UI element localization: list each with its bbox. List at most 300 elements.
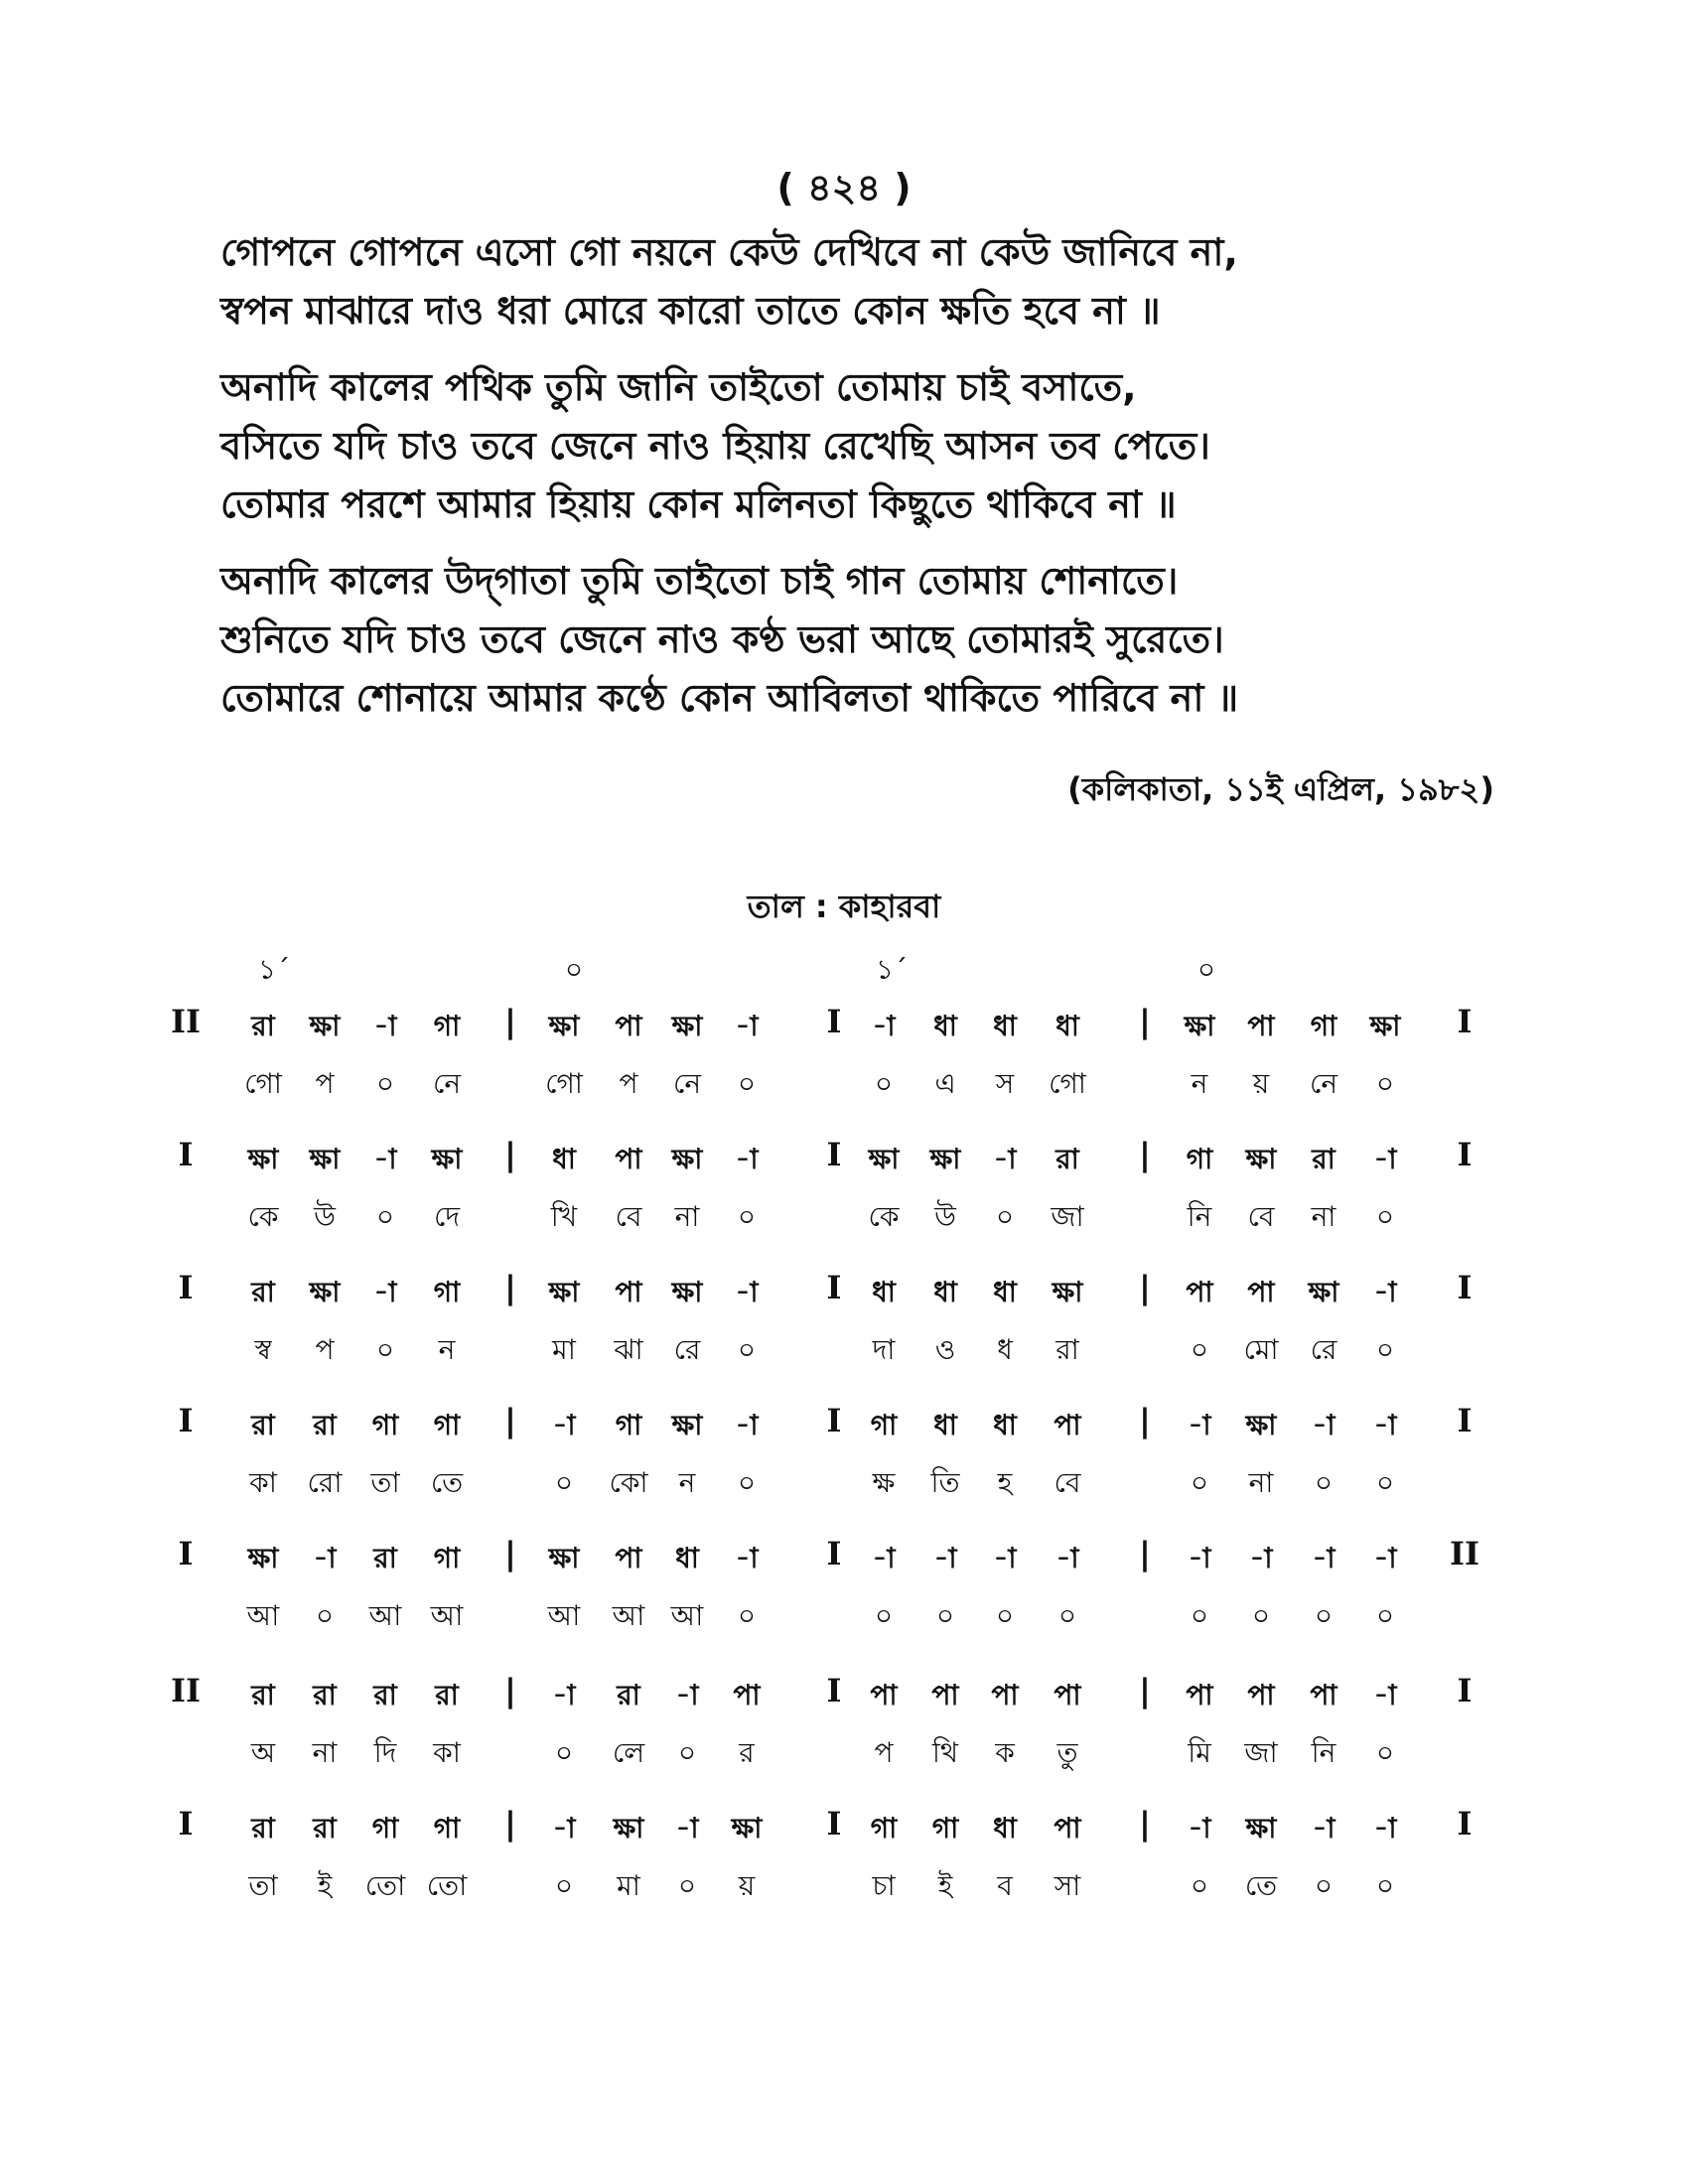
swara-note: -া	[872, 1542, 896, 1574]
lyric-syllable: প	[315, 1333, 335, 1366]
lyric-syllable: কে	[868, 1200, 900, 1233]
bar-line: II	[171, 1003, 201, 1040]
bar-line: I	[1457, 1402, 1473, 1439]
lyric-syllable: আ	[547, 1599, 581, 1632]
bar-line: II	[1450, 1535, 1479, 1572]
swara-note: রা	[251, 1409, 275, 1441]
swara-note: -া	[1312, 1542, 1336, 1574]
lyric-syllable: উ	[314, 1200, 336, 1233]
swara-row	[0, 1672, 1688, 1731]
lyric-syllable: ০	[935, 1599, 955, 1632]
lyric-syllable: ০	[554, 1466, 574, 1499]
swara-note: পা	[1054, 1409, 1081, 1441]
swara-note: ক্ষা	[671, 1409, 703, 1441]
lyric-syllable: জা	[1244, 1736, 1278, 1769]
swara-note: গা	[870, 1812, 898, 1844]
swara-note: গা	[433, 1010, 461, 1042]
swara-note: রা	[313, 1812, 337, 1844]
swara-note: ক্ষা	[309, 1276, 341, 1308]
swara-note: গা	[615, 1409, 642, 1441]
swara-note: ক্ষা	[613, 1812, 644, 1844]
lyric-syllable: ন	[678, 1466, 696, 1499]
swara-note: -া	[1373, 1143, 1397, 1175]
lyric-syllable: তু	[1056, 1736, 1078, 1769]
lyric-syllable: কো	[609, 1466, 648, 1499]
notation-block	[0, 1269, 1688, 1402]
lyric-syllable: ০	[874, 1067, 894, 1100]
swara-note: গা	[433, 1409, 461, 1441]
bar-line: I	[178, 1136, 194, 1173]
swara-note: ধা	[933, 1409, 957, 1441]
swara-note: ক্ষা	[1308, 1276, 1339, 1308]
lyric-syllable: য়	[738, 1869, 756, 1902]
lyric-syllable: ০	[375, 1067, 395, 1100]
swara-note: -া	[1373, 1542, 1397, 1574]
swara-note: রা	[373, 1542, 397, 1574]
lyric-syllable: আ	[612, 1599, 645, 1632]
stanza	[220, 358, 1511, 534]
swara-note: ধা	[872, 1276, 896, 1308]
bar-line: |	[504, 1672, 516, 1709]
swara-note: ধা	[933, 1010, 957, 1042]
lyric-syllable: আ	[430, 1599, 464, 1632]
swara-note: -া	[993, 1542, 1017, 1574]
swara-note: -া	[735, 1010, 759, 1042]
bar-line: |	[1139, 1402, 1151, 1439]
swara-note: পা	[1247, 1679, 1275, 1711]
swara-note: গা	[1186, 1143, 1213, 1175]
bar-line: I	[178, 1805, 194, 1843]
lyric-syllable: ০	[737, 1067, 757, 1100]
lyric-syllable: চা	[872, 1869, 896, 1902]
lyric-syllable: না	[312, 1736, 338, 1769]
swara-note: পা	[1247, 1010, 1275, 1042]
swara-note: রা	[251, 1812, 275, 1844]
lyric-syllable: প	[619, 1067, 638, 1100]
notation-block	[0, 1535, 1688, 1668]
bar-line: I	[178, 1402, 194, 1439]
swara-note: পা	[1186, 1679, 1213, 1711]
bar-line: I	[1457, 1003, 1473, 1040]
notation-block	[0, 1805, 1688, 1938]
swara-note: -া	[933, 1542, 957, 1574]
swara-note: পা	[615, 1542, 642, 1574]
swara-note: ক্ষা	[1184, 1010, 1215, 1042]
lyric-syllable: রো	[307, 1466, 343, 1499]
swara-note: -া	[373, 1276, 397, 1308]
bar-line: |	[1139, 1672, 1151, 1709]
lyric-line: স্বপন মাঝারে দাও ধরা মোরে কারো তাতে কোন ক্ষতি হবে না ॥	[220, 289, 1161, 333]
lyric-line: অনাদি কালের উদ্‌গাতা তুমি তাইতো চাই গান তোমায় শোনাতে।	[220, 559, 1179, 603]
lyric-syllable: বে	[615, 1200, 642, 1233]
swara-note: -া	[1188, 1409, 1211, 1441]
swara-note: ক্ষা	[548, 1542, 580, 1574]
lyric-syllable: ০	[1190, 1599, 1209, 1632]
swara-note: ক্ষা	[309, 1010, 341, 1042]
lyric-syllable: ০	[554, 1869, 574, 1902]
swara-note: রা	[617, 1679, 640, 1711]
lyric-syllable: লে	[612, 1736, 645, 1769]
swara-row	[0, 1402, 1688, 1461]
swara-note: গা	[371, 1409, 399, 1441]
bar-line: |	[1139, 1136, 1151, 1173]
bar-line: |	[1139, 1535, 1151, 1572]
swara-note: ক্ষা	[731, 1812, 763, 1844]
lyric-line: শুনিতে যদি চাও তবে জেনে নাও কণ্ঠ ভরা আছে তোমারই সুরেতে।	[220, 617, 1224, 661]
lyric-syllable: ০	[1314, 1466, 1334, 1499]
bar-line: |	[504, 1535, 516, 1572]
swara-note: -া	[735, 1276, 759, 1308]
lyric-syllable: ক্ষ	[872, 1466, 896, 1499]
lyric-syllable: ০	[1190, 1869, 1209, 1902]
swara-note: -া	[675, 1812, 699, 1844]
swara-note: ধা	[933, 1276, 957, 1308]
lyric-syllable-row	[0, 1060, 1688, 1120]
lyric-syllable: আ	[246, 1599, 280, 1632]
swara-row	[0, 1805, 1688, 1864]
swara-note: ক্ষা	[671, 1276, 703, 1308]
lyric-syllable: বে	[1054, 1466, 1081, 1499]
lyric-syllable: কে	[247, 1200, 279, 1233]
bar-line: I	[178, 1269, 194, 1306]
bar-line: I	[1457, 1136, 1473, 1173]
lyric-syllable: উ	[934, 1200, 956, 1233]
lyric-syllable: ন	[1191, 1067, 1208, 1100]
bar-line: |	[504, 1805, 516, 1843]
lyric-syllable: ০	[1375, 1869, 1395, 1902]
swara-row	[0, 1535, 1688, 1594]
swara-note: ক্ষা	[868, 1143, 900, 1175]
lyric-syllable: ০	[1190, 1333, 1209, 1366]
swara-note: ক্ষা	[247, 1542, 279, 1574]
swara-note: পা	[615, 1010, 642, 1042]
swara-note: ক্ষা	[1245, 1409, 1277, 1441]
notation-block	[0, 1402, 1688, 1535]
place-date: (কলিকাতা, ১১ই এপ্রিল, ১৯৮২)	[1067, 770, 1494, 808]
lyric-syllable: নে	[672, 1067, 702, 1100]
swara-note: পা	[733, 1679, 761, 1711]
lyric-syllable: তি	[930, 1466, 960, 1499]
lyric-line: অনাদি কালের পথিক তুমি জানি তাইতো তোমায় চাই বসাতে,	[220, 365, 1137, 409]
swara-note: গা	[931, 1812, 959, 1844]
swara-note: -া	[1373, 1409, 1397, 1441]
swara-note: গা	[371, 1812, 399, 1844]
swara-note: পা	[1054, 1679, 1081, 1711]
lyric-syllable: তা	[370, 1466, 400, 1499]
lyric-syllable-row	[0, 1459, 1688, 1519]
lyric-syllable: মা	[552, 1333, 576, 1366]
swara-note: -া	[552, 1679, 576, 1711]
swara-note: -া	[552, 1409, 576, 1441]
lyric-syllable-row	[0, 1326, 1688, 1386]
lyric-syllable: র	[739, 1736, 755, 1769]
lyric-syllable: রে	[1310, 1333, 1337, 1366]
bar-line: I	[826, 1003, 842, 1040]
swara-note: ক্ষা	[1245, 1812, 1277, 1844]
bar-line: I	[826, 1136, 842, 1173]
bar-line: |	[504, 1402, 516, 1439]
bar-line: |	[504, 1003, 516, 1040]
lyric-syllable: নে	[1309, 1067, 1338, 1100]
lyric-syllable: দে	[433, 1200, 461, 1233]
beat-mark: ১´	[257, 953, 291, 986]
lyric-syllable: সা	[1054, 1869, 1081, 1902]
bar-line: |	[1139, 1269, 1151, 1306]
swara-note: রা	[251, 1010, 275, 1042]
swara-note: গা	[433, 1276, 461, 1308]
lyric-syllable: কা	[249, 1466, 277, 1499]
swara-note: ধা	[993, 1276, 1017, 1308]
swara-note: ধা	[993, 1812, 1017, 1844]
lyric-syllable: ০	[1314, 1599, 1334, 1632]
lyric-line: বসিতে যদি চাও তবে জেনে নাও হিয়ায় রেখেছি আসন তব পেতে।	[220, 424, 1210, 468]
lyric-syllable: না	[1248, 1466, 1274, 1499]
swara-note: -া	[675, 1679, 699, 1711]
bar-line: I	[826, 1402, 842, 1439]
lyric-syllable: হ	[997, 1466, 1013, 1499]
lyric-syllable: ০	[737, 1200, 757, 1233]
swara-note: পা	[991, 1679, 1019, 1711]
beat-mark: ০	[564, 953, 584, 986]
lyric-syllable: প	[315, 1067, 335, 1100]
swara-note: পা	[1186, 1276, 1213, 1308]
swara-note: ধা	[993, 1409, 1017, 1441]
lyric-syllable: তা	[248, 1869, 278, 1902]
lyric-syllable: না	[674, 1200, 700, 1233]
swara-note: রা	[1312, 1143, 1336, 1175]
lyric-syllable: এ	[934, 1067, 956, 1100]
swara-note: -া	[872, 1010, 896, 1042]
swara-note: পা	[870, 1679, 898, 1711]
bar-line: |	[1139, 1805, 1151, 1843]
lyric-syllable: ০	[315, 1599, 335, 1632]
lyric-syllable: জা	[1051, 1200, 1084, 1233]
lyric-syllable: মা	[617, 1869, 640, 1902]
notation-block	[0, 1136, 1688, 1269]
swara-note: রা	[435, 1679, 459, 1711]
lyric-syllable: প	[874, 1736, 894, 1769]
lyric-syllable: নি	[1187, 1200, 1212, 1233]
lyric-syllable: য়	[1252, 1067, 1270, 1100]
lyric-syllable: নে	[432, 1067, 462, 1100]
lyric-line: তোমার পরশে আমার হিয়ায় কোন মলিনতা কিছুতে থাকিবে না ॥	[220, 482, 1177, 526]
bar-line: I	[178, 1535, 194, 1572]
lyric-syllable-row	[0, 1862, 1688, 1922]
lyric-syllable: ০	[1375, 1599, 1395, 1632]
lyric-syllable: ০	[995, 1599, 1015, 1632]
notation-table	[0, 1003, 1688, 1938]
bar-line: I	[826, 1269, 842, 1306]
bar-line: |	[504, 1269, 516, 1306]
lyric-syllable: স	[995, 1067, 1015, 1100]
lyric-syllable: কা	[433, 1736, 461, 1769]
lyric-syllable: গো	[244, 1067, 282, 1100]
swara-note: ধা	[993, 1010, 1017, 1042]
swara-note: ক্ষা	[671, 1143, 703, 1175]
lyric-syllable: ০	[375, 1333, 395, 1366]
swara-note: গা	[1310, 1010, 1337, 1042]
swara-note: -া	[1188, 1542, 1211, 1574]
swara-note: রা	[373, 1679, 397, 1711]
swara-note: -া	[735, 1143, 759, 1175]
lyric-syllable: বে	[1247, 1200, 1275, 1233]
swara-note: -া	[1373, 1276, 1397, 1308]
tala-heading: তাল : কাহারবা	[747, 887, 941, 925]
swara-note: রা	[251, 1679, 275, 1711]
bar-line: I	[1457, 1269, 1473, 1306]
swara-note: পা	[615, 1276, 642, 1308]
lyric-syllable-row	[0, 1592, 1688, 1652]
lyric-syllable: ০	[1375, 1466, 1395, 1499]
lyric-syllable: ঝা	[614, 1333, 643, 1366]
lyric-syllable: ০	[1314, 1869, 1334, 1902]
lyric-syllable: রে	[673, 1333, 701, 1366]
lyric-syllable-row	[0, 1729, 1688, 1789]
stanza	[220, 223, 1511, 341]
lyric-syllable: ০	[874, 1599, 894, 1632]
swara-note: ক্ষা	[431, 1143, 463, 1175]
swara-row	[0, 1003, 1688, 1062]
lyric-syllable: ০	[1375, 1067, 1395, 1100]
notation-block	[0, 1003, 1688, 1136]
lyric-syllable: ন	[438, 1333, 456, 1366]
lyric-syllable: ই	[317, 1869, 333, 1902]
swara-note: ক্ষা	[309, 1143, 341, 1175]
stanza	[220, 552, 1511, 728]
lyric-syllable: তে	[430, 1466, 464, 1499]
lyric-syllable: স্ব	[254, 1333, 272, 1366]
swara-note: ক্ষা	[1369, 1010, 1401, 1042]
swara-note: -া	[1249, 1542, 1273, 1574]
lyric-syllable: ই	[937, 1869, 953, 1902]
swara-note: পা	[1247, 1276, 1275, 1308]
swara-note: ক্ষা	[671, 1010, 703, 1042]
lyric-syllable: নি	[1311, 1736, 1336, 1769]
swara-note: ধা	[675, 1542, 699, 1574]
swara-note: -া	[1373, 1679, 1397, 1711]
lyric-syllable: তো	[426, 1869, 468, 1902]
lyric-syllable: ০	[677, 1736, 697, 1769]
swara-note: -া	[313, 1542, 337, 1574]
lyric-syllable: ০	[1375, 1200, 1395, 1233]
lyric-syllable: ০	[737, 1333, 757, 1366]
swara-note: -া	[373, 1143, 397, 1175]
bar-line: I	[826, 1672, 842, 1709]
lyric-syllable: ০	[1375, 1333, 1395, 1366]
lyric-syllable-row	[0, 1193, 1688, 1253]
beat-mark: ১´	[875, 953, 909, 986]
swara-note: গা	[433, 1542, 461, 1574]
swara-note: -া	[552, 1812, 576, 1844]
swara-note: পা	[615, 1143, 642, 1175]
lyric-syllable: রা	[1055, 1333, 1079, 1366]
lyric-syllable: ০	[554, 1736, 574, 1769]
lyric-syllable: ০	[1190, 1466, 1209, 1499]
lyric-syllable: ০	[995, 1200, 1015, 1233]
swara-note: রা	[313, 1409, 337, 1441]
swara-note: গা	[433, 1812, 461, 1844]
lyric-syllable: তে	[1244, 1869, 1278, 1902]
swara-row	[0, 1136, 1688, 1195]
swara-note: -া	[735, 1542, 759, 1574]
swara-note: ধা	[1055, 1010, 1079, 1042]
swara-note: ধা	[552, 1143, 576, 1175]
swara-note: -া	[1188, 1812, 1211, 1844]
lyric-syllable: তো	[364, 1869, 406, 1902]
swara-note: পা	[1054, 1812, 1081, 1844]
lyric-syllable: থি	[931, 1736, 959, 1769]
lyric-syllable: ০	[737, 1466, 757, 1499]
bar-line: |	[504, 1136, 516, 1173]
swara-note: -া	[373, 1010, 397, 1042]
swara-note: ক্ষা	[548, 1276, 580, 1308]
song-lyrics	[220, 223, 1511, 746]
notation-block	[0, 1672, 1688, 1805]
swara-note: ক্ষা	[247, 1143, 279, 1175]
swara-note: পা	[1310, 1679, 1337, 1711]
swara-row	[0, 1269, 1688, 1328]
lyric-line: গোপনে গোপনে এসো গো নয়নে কেউ দেখিবে না কেউ জানিবে না,	[220, 230, 1238, 274]
lyric-syllable: ধ	[997, 1333, 1013, 1366]
swara-note: -া	[1055, 1542, 1079, 1574]
lyric-syllable: ও	[934, 1333, 956, 1366]
lyric-syllable: গো	[1049, 1067, 1086, 1100]
beat-marks	[0, 948, 1688, 998]
lyric-syllable: না	[1311, 1200, 1336, 1233]
bar-line: I	[1457, 1805, 1473, 1843]
lyric-syllable: দি	[373, 1736, 397, 1769]
swara-note: রা	[1055, 1143, 1079, 1175]
swara-note: -া	[1373, 1812, 1397, 1844]
bar-line: II	[171, 1672, 201, 1709]
page-number: ( ৪২৪ )	[776, 166, 912, 209]
bar-line: I	[826, 1805, 842, 1843]
swara-note: গা	[870, 1409, 898, 1441]
lyric-syllable: ০	[677, 1869, 697, 1902]
lyric-line: তোমারে শোনায়ে আমার কণ্ঠে কোন আবিলতা থাকিতে পারিবে না ॥	[220, 676, 1239, 720]
beat-mark: ০	[1196, 953, 1216, 986]
lyric-syllable: ০	[1251, 1599, 1271, 1632]
swara-note: -া	[993, 1143, 1017, 1175]
lyric-syllable: ০	[1375, 1736, 1395, 1769]
swara-note: ক্ষা	[1052, 1276, 1083, 1308]
swara-note: পা	[931, 1679, 959, 1711]
lyric-syllable: আ	[368, 1599, 402, 1632]
lyric-syllable: ০	[1057, 1599, 1077, 1632]
lyric-syllable: অ	[250, 1736, 276, 1769]
lyric-syllable: ক	[995, 1736, 1015, 1769]
bar-line: I	[1457, 1672, 1473, 1709]
lyric-syllable: দা	[872, 1333, 896, 1366]
swara-note: ক্ষা	[1245, 1143, 1277, 1175]
swara-note: -া	[1312, 1409, 1336, 1441]
swara-note: -া	[735, 1409, 759, 1441]
lyric-syllable: ০	[375, 1200, 395, 1233]
lyric-syllable: গো	[545, 1067, 583, 1100]
swara-note: ক্ষা	[929, 1143, 961, 1175]
lyric-syllable: খি	[550, 1200, 578, 1233]
swara-note: রা	[313, 1679, 337, 1711]
swara-note: ক্ষা	[548, 1010, 580, 1042]
lyric-syllable: মি	[1188, 1736, 1211, 1769]
bar-line: I	[826, 1535, 842, 1572]
bar-line: |	[1139, 1003, 1151, 1040]
lyric-syllable: আ	[670, 1599, 704, 1632]
swara-note: -া	[1312, 1812, 1336, 1844]
lyric-syllable: ব	[997, 1869, 1013, 1902]
swara-note: রা	[251, 1276, 275, 1308]
lyric-syllable: ০	[737, 1599, 757, 1632]
